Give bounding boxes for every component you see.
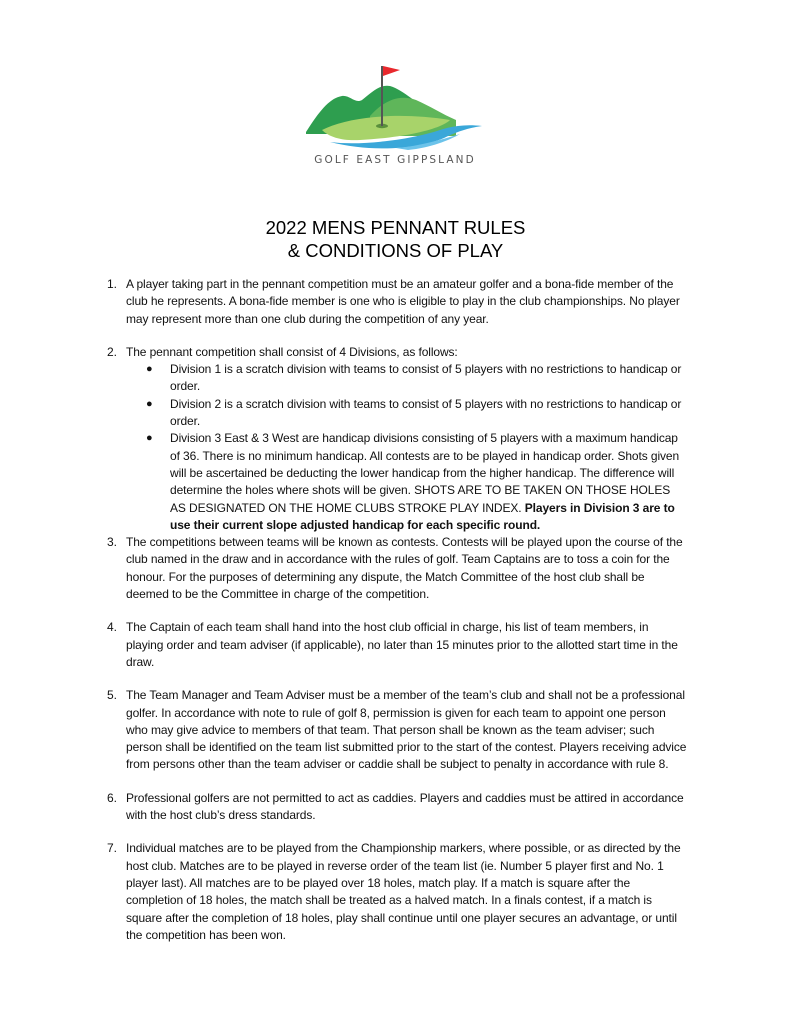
rule-item — [107, 619, 687, 671]
golf-flag-hills-icon — [300, 60, 490, 150]
golf-east-gippsland-logo — [300, 60, 490, 172]
bullet-icon: ● — [146, 363, 153, 376]
division-bold-note: Players in Division 3 are to use their current slope adjusted handicap for each specific round. — [170, 500, 675, 532]
rule-item — [107, 276, 687, 328]
rule-text: The Captain of each team shall hand into the host club official in charge, his list of team members, in playing order and team adviser (if applicable), no later than 15 minutes prior to the allotted start time in the draw. — [126, 620, 678, 669]
rule-text: The Team Manager and Team Adviser must be a member of the team’s club and shall not be a professional golfer. In accordance with note to rule of golf 8, permission is given for each team to appoint one person who may give advice to members of that team. That person shall be known as the team adviser; such person shall be identified on the team list submitted prior to the start of the contest. Players receiving advice from persons other than the team adviser or caddie shall be subject to penalty in accordance with rule 8. — [126, 688, 687, 772]
list-item — [126, 361, 687, 396]
rule-text: Professional golfers are not permitted to act as caddies. Players and caddies must be attired in accordance with the host club’s dress standards. — [126, 790, 684, 823]
bullet-icon: ● — [146, 432, 153, 445]
rule-text: The competitions between teams will be known as contests. Contests will be played upon the course of the club named in the draw and in accordance with the rules of golf. Team Captains are to toss a coin for the honour. For the purposes of determining any dispute, the Match Committee of the host club shall be deemed to be the Committee in charge of the competition. — [126, 535, 683, 602]
rule-number: 7. — [107, 841, 117, 856]
rule-text: A player taking part in the pennant competition must be an amateur golfer and a bona-fide member of the club he represents. A bona-fide member is one who is eligible to play in the club championships. No player may represent more than one club during the competition of any year. — [126, 277, 680, 326]
list-item — [126, 396, 687, 431]
logo-text: GOLF EAST GIPPSLAND — [314, 154, 476, 166]
rule-text: The pennant competition shall consist of 4 Divisions, as follows: — [126, 344, 458, 359]
rule-item — [107, 790, 687, 825]
rules-list — [107, 276, 687, 944]
division-text: Division 2 is a scratch division with teams to consist of 5 players with no restrictions to handicap or order. — [170, 396, 682, 429]
title-line-2: & CONDITIONS OF PLAY — [287, 240, 504, 261]
division-list — [126, 361, 687, 534]
list-item — [126, 430, 687, 534]
rule-number: 5. — [107, 688, 117, 703]
rule-item — [107, 687, 687, 773]
title-line-1: 2022 MENS PENNANT RULES — [265, 217, 526, 238]
rule-number: 6. — [107, 790, 117, 805]
rule-number: 4. — [107, 620, 117, 635]
page-title — [0, 216, 791, 262]
rule-item — [107, 840, 687, 944]
rule-number: 3. — [107, 535, 117, 550]
rule-item — [107, 344, 687, 534]
division-text: Division 1 is a scratch division with teams to consist of 5 players with no restrictions to handicap or order. — [170, 362, 682, 394]
bullet-icon: ● — [146, 397, 153, 410]
rule-number: 2. — [107, 344, 117, 359]
rule-number: 1. — [107, 277, 117, 291]
division-text: Division 3 East & 3 West are handicap divisions consisting of 5 players with a maximum handicap of 36. There is no minimum handicap. All contests are to be played in handicap order. Shots given will be ascertained be deducting the lower handicap from the higher handicap. The difference will determine the holes where shots will be given. SHOTS ARE TO BE TAKEN ON THOSE HOLES AS DESIGNATED ON THE HOME CLUBS STROKE PLAY INDEX. — [170, 431, 680, 515]
rule-item — [107, 534, 687, 603]
rule-text: Individual matches are to be played from the Championship markers, where possible, or as directed by the host club. Matches are to be played in reverse order of the team list (ie. Number 5 player first and No. 1 player last). All matches are to be played over 18 holes, match play. If a match is square after the completion of 18 holes, the match shall be treated as a halved match. In a finals contest, if a match is square after the completion of 18 holes, play shall continue until one player secures an advantage, or until the competition has been won. — [126, 841, 681, 942]
